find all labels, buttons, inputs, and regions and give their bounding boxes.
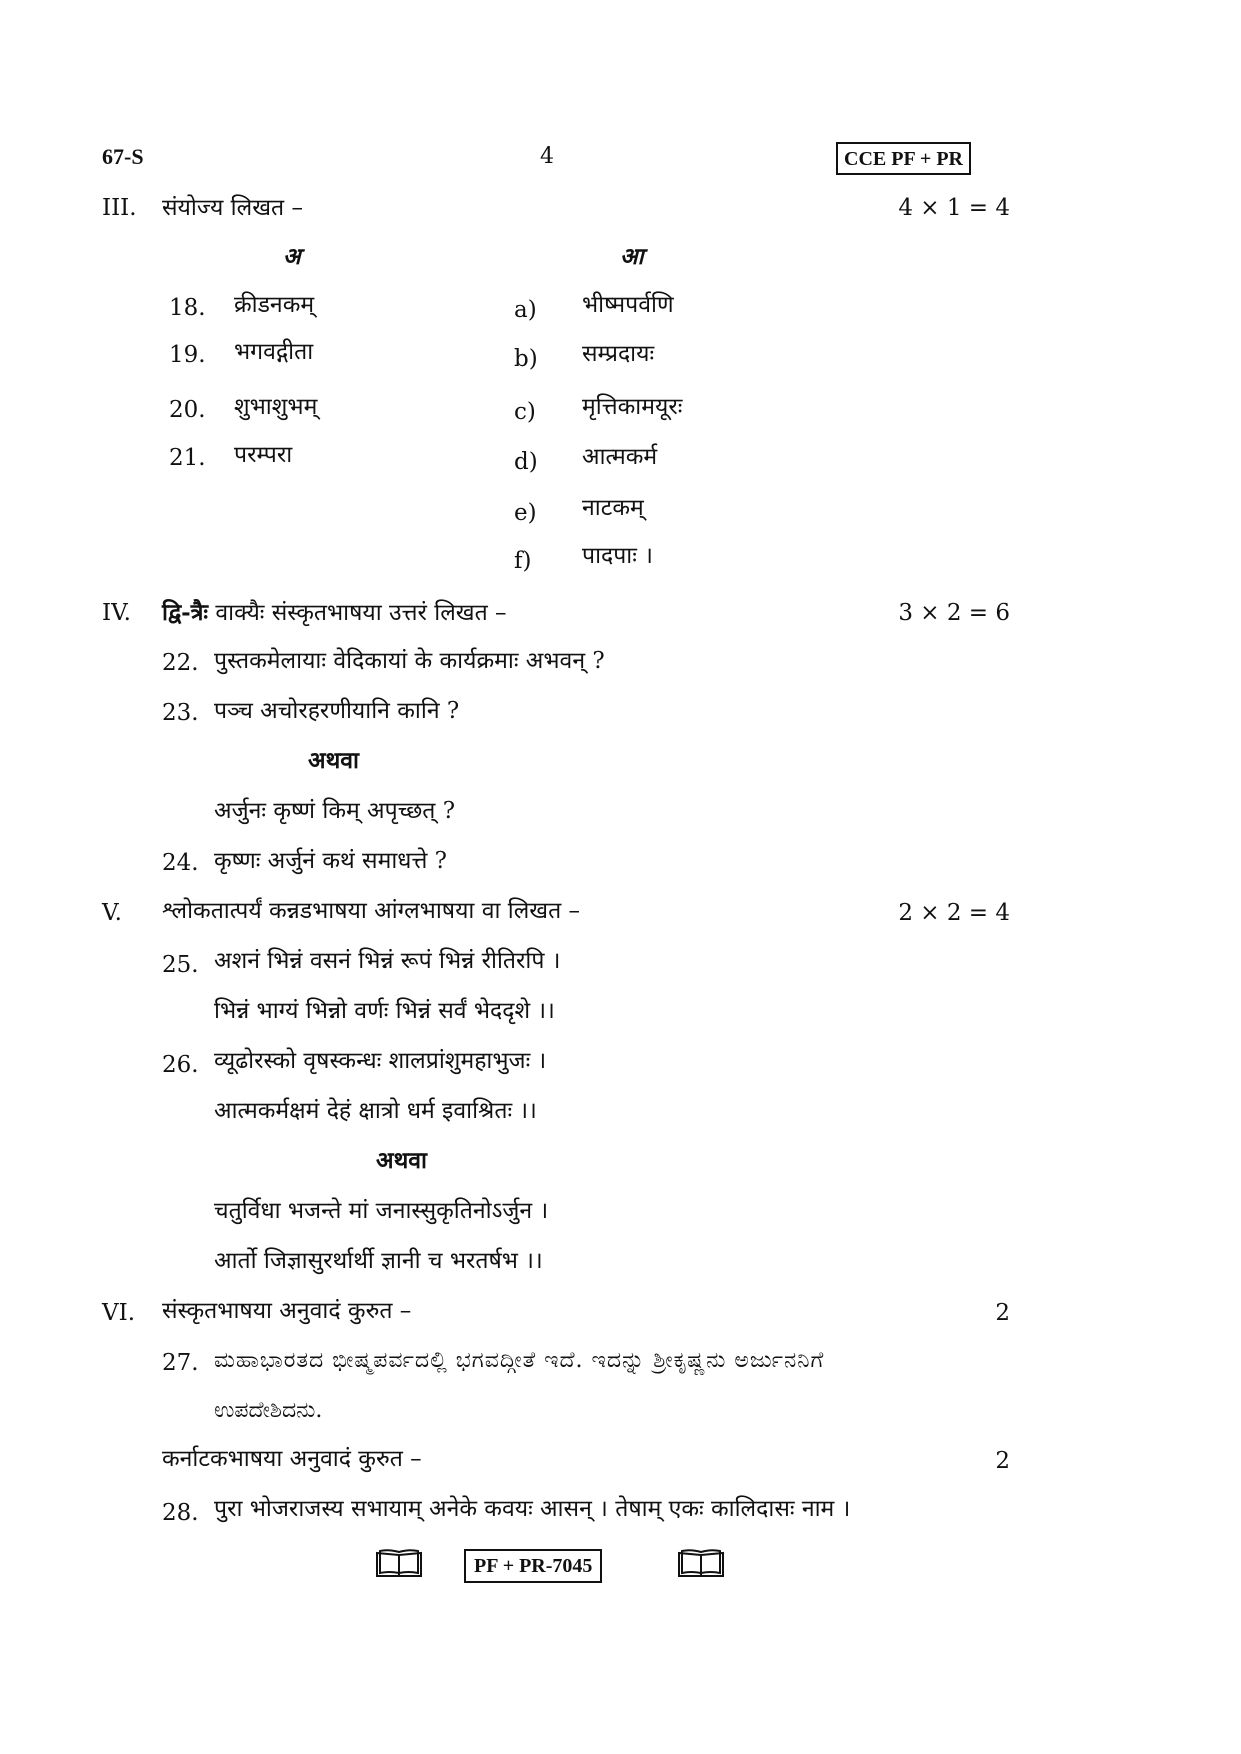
item-number: 21. <box>169 445 206 471</box>
section-title-bold: द्वि-त्रैः <box>162 599 209 626</box>
section-number: III. <box>102 195 137 221</box>
column-b-heading: आ <box>620 243 644 270</box>
question-number: 24. <box>162 850 199 876</box>
section-marks: 3 × 2 = 6 <box>898 600 1010 626</box>
match-item-right: सम्प्रदायः <box>582 341 655 367</box>
section-title: संयोज्य लिखत – <box>162 195 303 221</box>
section-title: संस्कृतभाषया अनुवादं कुरुत – <box>162 1298 412 1324</box>
section-title-rest: वाक्यैः संस्कृतभाषया उत्तरं लिखत – <box>215 600 507 626</box>
item-number: 18. <box>169 295 206 321</box>
section-subtitle: कर्नाटकभाषया अनुवादं कुरुत – <box>162 1446 422 1472</box>
option-letter: d) <box>514 449 538 475</box>
question-text: पञ्च अचोरहरणीयानि कानि ? <box>214 698 460 724</box>
shloka-line: अशनं भिन्नं वसनं भिन्नं रूपं भिन्नं रीतिरपि । <box>214 948 561 974</box>
question-text: पुस्तकमेलायाः वेदिकायां के कार्यक्रमाः अभवन् ? <box>214 648 605 674</box>
shloka-line: चतुर्विधा भजन्ते मां जनास्सुकृतिनोऽर्जुन । <box>214 1198 549 1224</box>
match-item-right: आत्मकर्म <box>582 444 658 470</box>
question-number: 25. <box>162 952 199 978</box>
question-number: 28. <box>162 1500 199 1526</box>
item-number: 19. <box>169 342 206 368</box>
question-number: 27. <box>162 1350 199 1376</box>
or-separator: अथवा <box>376 1147 428 1174</box>
shloka-line: भिन्नं भाग्यं भिन्नो वर्णः भिन्नं सर्वं भेददृशे ।। <box>214 998 555 1024</box>
section-marks: 2 <box>995 1300 1010 1326</box>
item-number: 20. <box>169 397 206 423</box>
section-number: IV. <box>102 600 131 626</box>
match-item-right: मृत्तिकामयूरः <box>582 394 683 420</box>
or-separator: अथवा <box>308 747 360 774</box>
match-item-right: पादपाः । <box>582 543 653 569</box>
section-title: श्लोकतात्पर्यं कन्नडभाषया आंग्लभाषया वा लिखत – <box>162 898 581 924</box>
section-number: VI. <box>102 1300 136 1326</box>
option-letter: b) <box>514 346 538 372</box>
book-icon <box>676 1548 726 1580</box>
option-letter: e) <box>514 500 537 526</box>
shloka-line: आत्मकर्मक्षमं देहं क्षात्रो धर्म इवाश्रितः ।। <box>214 1098 537 1124</box>
option-letter: f) <box>514 548 532 574</box>
match-item-left: परम्परा <box>234 442 293 468</box>
footer-code-box: PF + PR-7045 <box>464 1549 602 1583</box>
section-marks: 4 × 1 = 4 <box>898 195 1010 221</box>
match-item-right: भीष्मपर्वणि <box>582 292 674 318</box>
question-text: पुरा भोजराजस्य सभायाम् अनेके कवयः आसन् । तेषाम् एकः कालिदासः नाम । <box>214 1496 851 1522</box>
question-text: कृष्णः अर्जुनं कथं समाधत्ते ? <box>214 848 447 874</box>
option-letter: c) <box>514 399 536 425</box>
kannada-text: ಮಹಾಭಾರತದ ಭೀಷ್ಮಪರ್ವದಲ್ಲಿ ಭಗವದ್ಗೀತೆ ಇದೆ. ಇದನ್ನು ಶ್ರೀಕೃಷ್ಣನು ಅರ್ಜುನನಿಗೆ <box>214 1348 825 1373</box>
match-item-right: नाटकम् <box>582 495 644 521</box>
page-number: 4 <box>540 144 554 169</box>
shloka-line: व्यूढोरस्को वृषस्कन्धः शालप्रांशुमहाभुजः । <box>214 1048 547 1074</box>
question-number: 26. <box>162 1052 199 1078</box>
kannada-text: ಉಪದೇಶಿದನು. <box>214 1398 323 1423</box>
shloka-line: आर्तो जिज्ञासुरर्थार्थी ज्ञानी च भरतर्षभ ।। <box>214 1248 543 1274</box>
question-text: अर्जुनः कृष्णं किम् अपृच्छत् ? <box>214 798 456 824</box>
section-number: V. <box>102 900 122 926</box>
question-number: 22. <box>162 650 199 676</box>
section-marks: 2 <box>995 1448 1010 1474</box>
match-item-left: क्रीडनकम् <box>234 292 315 318</box>
paper-code: 67-S <box>102 144 144 169</box>
section-marks: 2 × 2 = 4 <box>898 900 1010 926</box>
question-number: 23. <box>162 700 199 726</box>
column-a-heading: अ <box>283 243 301 270</box>
section-title <box>162 598 507 628</box>
book-icon <box>374 1548 424 1580</box>
exam-code-box: CCE PF + PR <box>836 142 971 175</box>
match-item-left: भगवद्गीता <box>234 339 314 365</box>
option-letter: a) <box>514 297 537 323</box>
match-item-left: शुभाशुभम् <box>234 394 318 420</box>
